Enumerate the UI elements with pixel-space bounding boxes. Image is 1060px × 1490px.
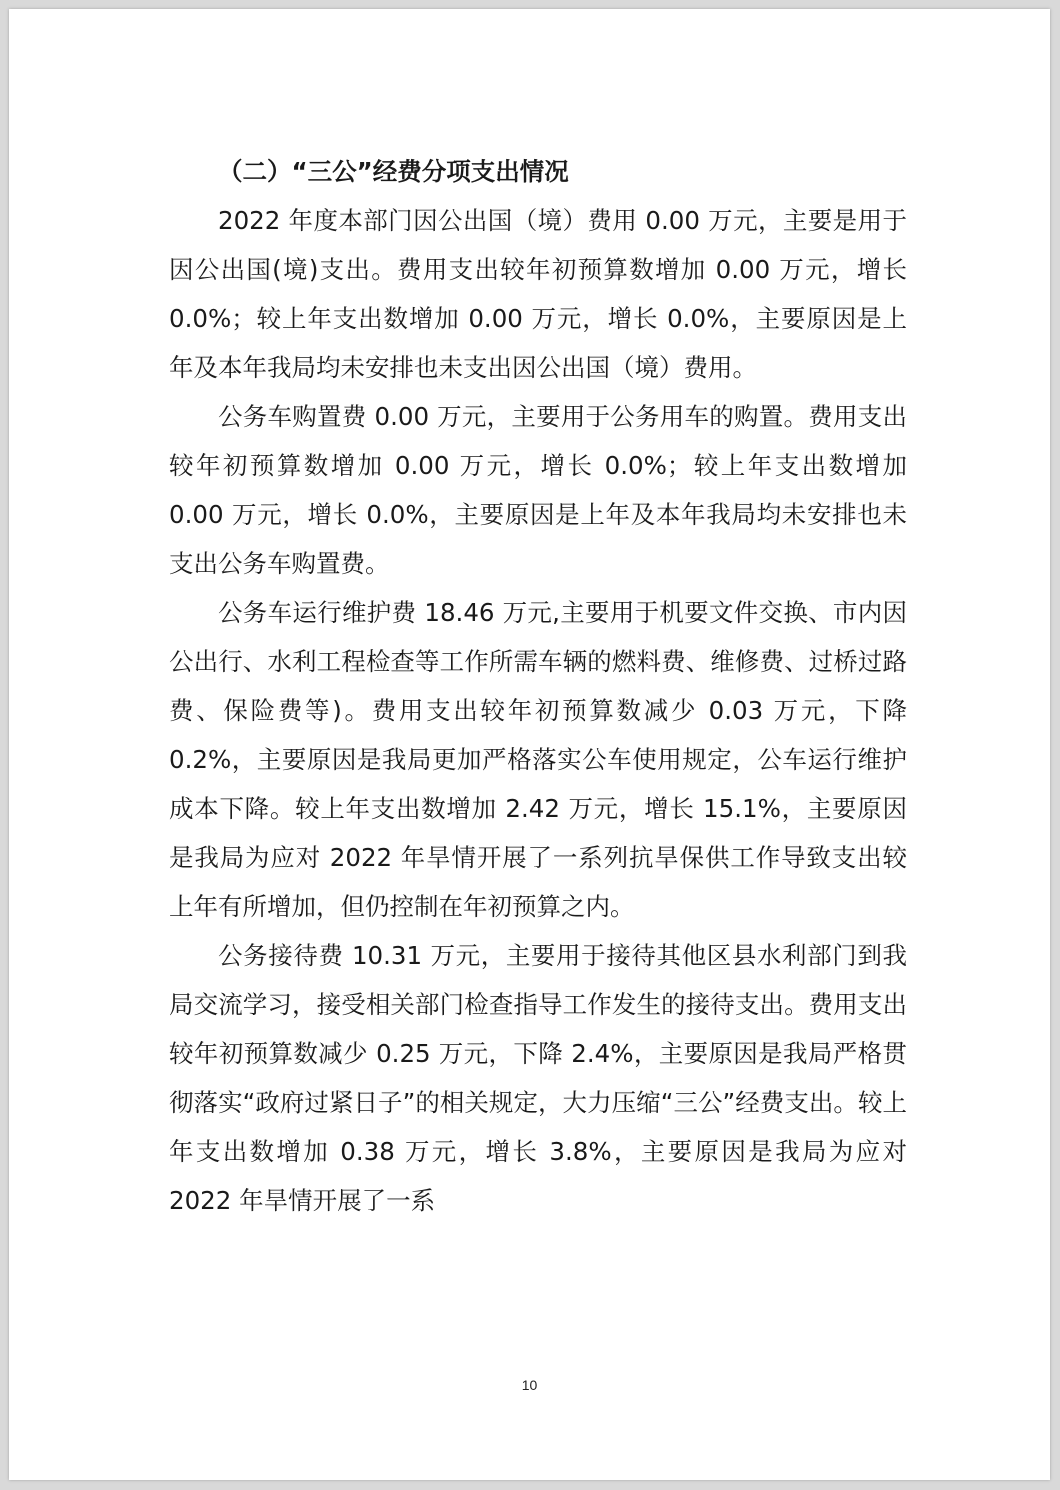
page-number: 10 [521, 1377, 538, 1393]
page-content [169, 147, 907, 1225]
paragraph-official-reception: 公务接待费 10.31 万元，主要用于接待其他区县水利部门到我局交流学习，接受相关部门检查指导工作发生的接待支出。费用支出较年初预算数减少 0.25 万元，下降 2.4%，主要原因是我局严格贯彻落实“政府过紧日子”的相关规定，大力压缩“三公”经费支出。较上年支出数增加 0.38 万元，增长 3.8%，主要原因是我局为应对 2022 年旱情开展了一系 [169, 941, 907, 1215]
paragraph-overseas-travel: 2022 年度本部门因公出国（境）费用 0.00 万元，主要是用于因公出国(境)支出。费用支出较年初预算数增加 0.00 万元，增长 0.0%；较上年支出数增加 0.00 万元，增长 0.0%，主要原因是上年及本年我局均未安排也未支出因公出国（境）费用。 [169, 206, 907, 382]
section-heading: （二）“三公”经费分项支出情况 [218, 157, 569, 186]
paragraph-vehicle-purchase: 公务车购置费 0.00 万元，主要用于公务用车的购置。费用支出较年初预算数增加 0.00 万元，增长 0.0%；较上年支出数增加 0.00 万元，增长 0.0%，主要原因是上年及本年我局均未安排也未支出公务车购置费。 [169, 402, 907, 578]
document-page [9, 9, 1050, 1480]
paragraph-vehicle-operation: 公务车运行维护费 18.46 万元,主要用于机要文件交换、市内因公出行、水利工程检查等工作所需车辆的燃料费、维修费、过桥过路费、保险费等)。费用支出较年初预算数减少 0.03 万元，下降 0.2%，主要原因是我局更加严格落实公车使用规定，公车运行维护成本下降。较上年支出数增加 2.42 万元，增长 15.1%，主要原因是我局为应对 2022 年旱情开展了一系列抗旱保供工作导致支出较上年有所增加，但仍控制在年初预算之内。 [169, 598, 907, 921]
